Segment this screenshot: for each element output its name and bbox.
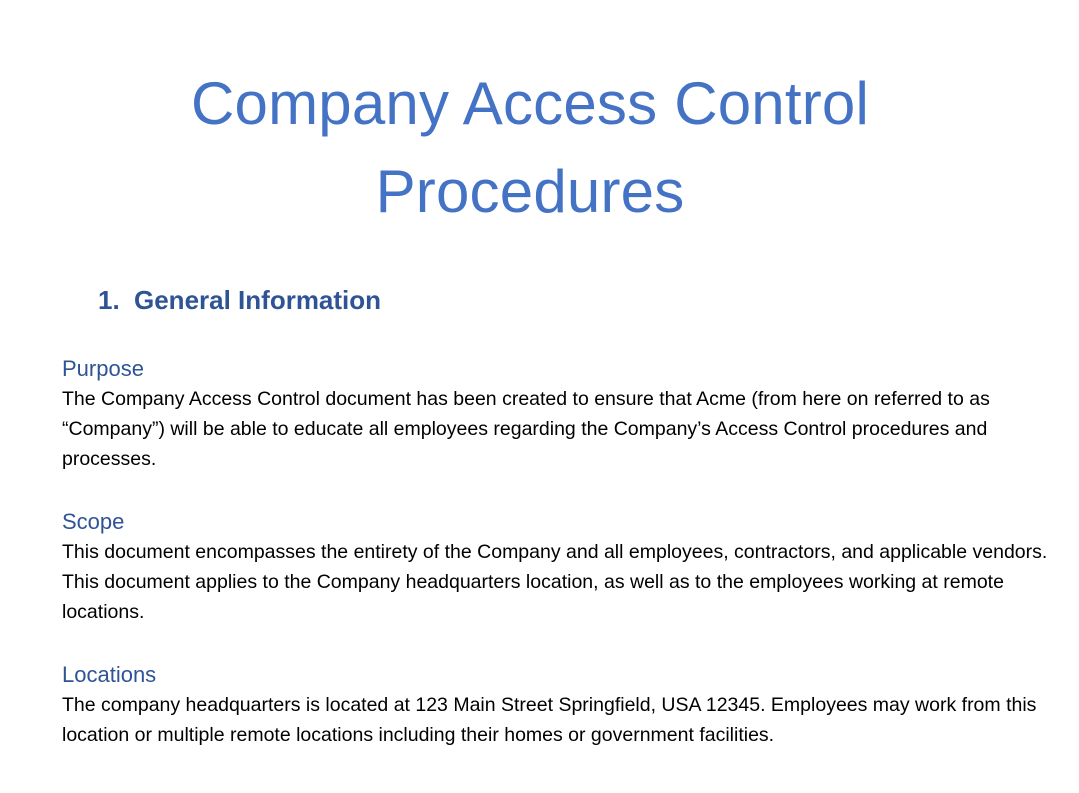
section-heading-general-information <box>98 283 381 317</box>
document-title-line2: Procedures <box>375 158 685 225</box>
section-number: 1. <box>98 285 120 315</box>
locations-section <box>62 660 1052 750</box>
document-title <box>0 60 1060 236</box>
purpose-heading: Purpose <box>62 356 144 381</box>
purpose-section <box>62 354 1052 474</box>
locations-paragraph: The company headquarters is located at 123 Main Street Springfield, USA 12345. Employees may work from this location or multiple remote locations including their homes or government facilities. <box>62 694 1037 746</box>
document-title-line1: Company Access Control <box>190 70 870 137</box>
locations-heading: Locations <box>62 662 157 687</box>
purpose-paragraph: The Company Access Control document has been created to ensure that Acme (from here on referred to as “Company”) will be able to educate all employees regarding the Company’s Access Control procedures and processes. <box>62 388 990 470</box>
section-title: General Information <box>134 285 382 315</box>
scope-paragraph: This document encompasses the entirety of the Company and all employees, contractors, and applicable vendors. This document applies to the Company headquarters location, as well as to the employees working at remote locations. <box>62 541 1048 623</box>
scope-section <box>62 507 1052 627</box>
scope-heading: Scope <box>62 509 125 534</box>
